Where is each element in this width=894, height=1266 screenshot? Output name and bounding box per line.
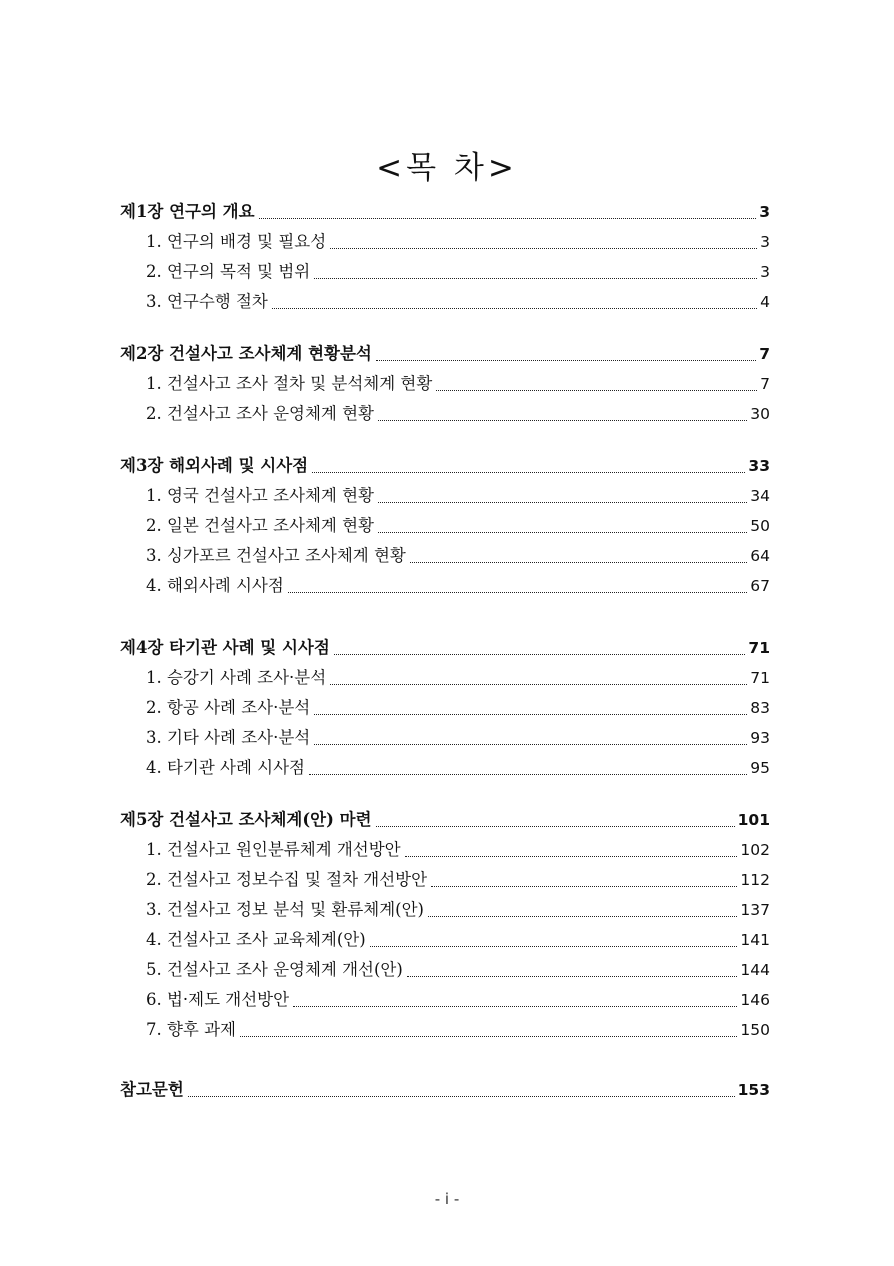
toc-entry-label: 1. 건설사고 조사 절차 및 분석체계 현황 — [146, 374, 433, 393]
toc-section-5-4[interactable] — [120, 928, 770, 952]
dot-leader — [314, 743, 747, 745]
toc-section-3-2[interactable] — [120, 514, 770, 538]
dot-leader — [314, 277, 757, 279]
dot-leader — [431, 885, 737, 887]
dot-leader — [309, 773, 747, 775]
toc-entry-label: 5. 건설사고 조사 운영체계 개선(안) — [146, 960, 403, 979]
toc-chapter-1[interactable] — [120, 200, 770, 224]
toc-entry-label: 2. 항공 사례 조사·분석 — [146, 698, 311, 717]
dot-leader — [378, 531, 747, 533]
toc-page-number: 4 — [760, 293, 770, 311]
toc-page-number: 101 — [737, 811, 770, 829]
toc-entry-label: 3. 연구수행 절차 — [146, 292, 268, 311]
toc-entry-label: 2. 일본 건설사고 조사체계 현황 — [146, 516, 374, 535]
toc-entry-label: 6. 법·제도 개선방안 — [146, 990, 290, 1009]
toc-section-4-4[interactable] — [120, 756, 770, 780]
toc-section-5-7[interactable] — [120, 1018, 770, 1042]
toc-section-5-1[interactable] — [120, 838, 770, 862]
toc-section-5-6[interactable] — [120, 988, 770, 1012]
dot-leader — [312, 471, 745, 473]
dot-leader — [188, 1095, 735, 1097]
toc-section-3-4[interactable] — [120, 574, 770, 598]
toc-entry-label: 2. 연구의 목적 및 범위 — [146, 262, 311, 281]
toc-page-number: 137 — [740, 901, 770, 919]
dot-leader — [405, 855, 738, 857]
toc-page-number: 93 — [750, 729, 770, 747]
dot-leader — [240, 1035, 737, 1037]
dot-leader — [378, 419, 747, 421]
toc-entry-label: 제4장 타기관 사례 및 시사점 — [120, 638, 330, 657]
toc-page-number: 141 — [740, 931, 770, 949]
toc-section-2-1[interactable] — [120, 372, 770, 396]
toc-section-4-1[interactable] — [120, 666, 770, 690]
dot-leader — [410, 561, 747, 563]
toc-entry-label: 7. 향후 과제 — [146, 1020, 236, 1039]
toc-references[interactable] — [120, 1078, 770, 1102]
toc-section-1-2[interactable] — [120, 260, 770, 284]
toc-entry-label: 1. 건설사고 원인분류체계 개선방안 — [146, 840, 401, 859]
toc-entry-label: 3. 건설사고 정보 분석 및 환류체계(안) — [146, 900, 424, 919]
toc-page-number: 7 — [760, 375, 770, 393]
toc-section-5-3[interactable] — [120, 898, 770, 922]
toc-section-4-2[interactable] — [120, 696, 770, 720]
toc-page-number: 67 — [750, 577, 770, 595]
toc-page-number: 146 — [740, 991, 770, 1009]
toc-entry-label: 제2장 건설사고 조사체계 현황분석 — [120, 344, 372, 363]
dot-leader — [378, 501, 747, 503]
toc-page-number: 71 — [750, 669, 770, 687]
toc-entry-label: 4. 해외사례 시사점 — [146, 576, 284, 595]
toc-page-number: 50 — [750, 517, 770, 535]
toc-entry-label: 참고문헌 — [120, 1080, 184, 1099]
toc-chapter-4[interactable] — [120, 636, 770, 660]
dot-leader — [370, 945, 738, 947]
toc-entry-label: 4. 건설사고 조사 교육체계(안) — [146, 930, 366, 949]
toc-chapter-3[interactable] — [120, 454, 770, 478]
toc-page-number: 30 — [750, 405, 770, 423]
dot-leader — [334, 653, 746, 655]
toc-page-number: 3 — [760, 263, 770, 281]
toc-page-number: 150 — [740, 1021, 770, 1039]
toc-section-5-5[interactable] — [120, 958, 770, 982]
page-number-footer: - i - — [434, 1190, 460, 1208]
toc-page-number: 64 — [750, 547, 770, 565]
toc-entry-label: 제3장 해외사례 및 시사점 — [120, 456, 309, 475]
dot-leader — [376, 359, 756, 361]
toc-chapter-5[interactable] — [120, 808, 770, 832]
dot-leader — [288, 591, 747, 593]
toc-section-2-2[interactable] — [120, 402, 770, 426]
toc-page-number: 144 — [740, 961, 770, 979]
toc-section-5-2[interactable] — [120, 868, 770, 892]
toc-chapter-2[interactable] — [120, 342, 770, 366]
dot-leader — [293, 1005, 737, 1007]
toc-entry-label: 2. 건설사고 조사 운영체계 현황 — [146, 404, 374, 423]
toc-page-number: 112 — [740, 871, 770, 889]
dot-leader — [314, 713, 747, 715]
toc-entry-label: 1. 연구의 배경 및 필요성 — [146, 232, 327, 251]
dot-leader — [407, 975, 738, 977]
toc-section-3-3[interactable] — [120, 544, 770, 568]
toc-entry-label: 1. 승강기 사례 조사·분석 — [146, 668, 327, 687]
toc-page-number: 3 — [759, 203, 770, 221]
dot-leader — [428, 915, 737, 917]
dot-leader — [330, 683, 747, 685]
toc-page-number: 95 — [750, 759, 770, 777]
toc-entry-label: 2. 건설사고 정보수집 및 절차 개선방안 — [146, 870, 428, 889]
toc-entry-label: 제5장 건설사고 조사체계(안) 마련 — [120, 810, 372, 829]
dot-leader — [436, 389, 757, 391]
toc-page-number: 7 — [759, 345, 770, 363]
toc-page-number: 33 — [748, 457, 770, 475]
toc-page-number: 153 — [737, 1081, 770, 1099]
toc-entry-label: 1. 영국 건설사고 조사체계 현황 — [146, 486, 374, 505]
toc-section-4-3[interactable] — [120, 726, 770, 750]
toc-page-number: 102 — [740, 841, 770, 859]
dot-leader — [259, 217, 757, 219]
toc-page-number: 71 — [748, 639, 770, 657]
toc-section-1-1[interactable] — [120, 230, 770, 254]
toc-section-1-3[interactable] — [120, 290, 770, 314]
toc-entry-label: 3. 기타 사례 조사·분석 — [146, 728, 311, 747]
toc-entry-label: 4. 타기관 사례 시사점 — [146, 758, 305, 777]
dot-leader — [272, 307, 757, 309]
toc-page-number: 3 — [760, 233, 770, 251]
toc-section-3-1[interactable] — [120, 484, 770, 508]
toc-entry-label: 제1장 연구의 개요 — [120, 202, 255, 221]
toc-page-number: 83 — [750, 699, 770, 717]
dot-leader — [330, 247, 757, 249]
page-title: <목 차> — [376, 150, 518, 186]
dot-leader — [376, 825, 735, 827]
toc-entry-label: 3. 싱가포르 건설사고 조사체계 현황 — [146, 546, 406, 565]
toc-page-number: 34 — [750, 487, 770, 505]
